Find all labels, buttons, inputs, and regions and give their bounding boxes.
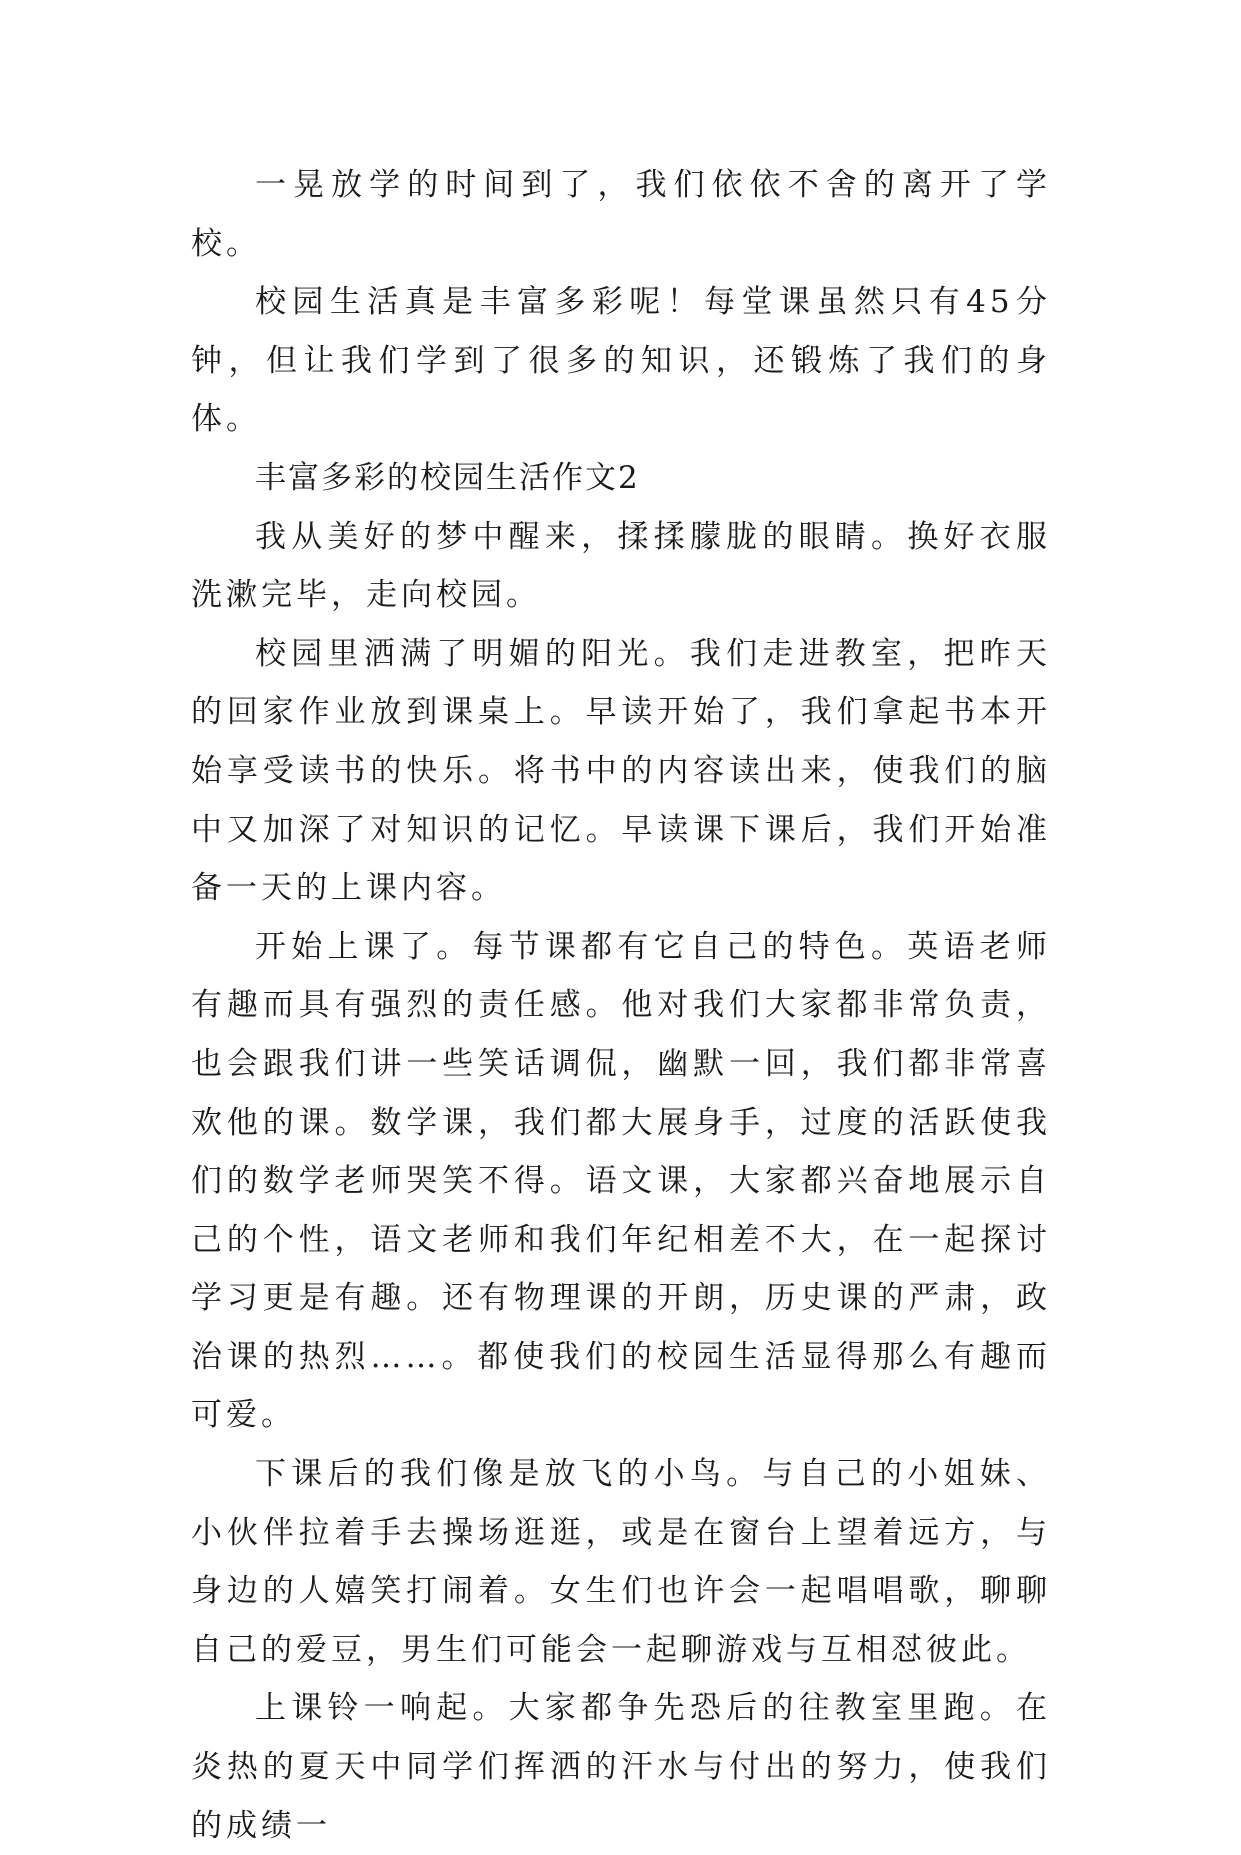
paragraph-3: 我从美好的梦中醒来，揉揉朦胧的眼睛。换好衣服洗漱完毕，走向校园。 xyxy=(191,518,1051,614)
paragraph-6: 下课后的我们像是放飞的小鸟。与自己的小姐妹、小伙伴拉着手去操场逛逛，或是在窗台上望着远方，与身边的人嬉笑打闹着。女生们也许会一起唱唱歌，聊聊自己的爱豆，男生们可能会一起聊游戏与互相怼彼此。 xyxy=(191,1456,1051,1668)
paragraph-7: 上课铃一响起。大家都争先恐后的往教室里跑。在炎热的夏天中同学们挥洒的汗水与付出的努力，使我们的成绩一 xyxy=(191,1690,1051,1844)
section-heading: 丰富多彩的校园生活作文2 xyxy=(255,459,640,496)
paragraph-4: 校园里洒满了明媚的阳光。我们走进教室，把昨天的回家作业放到课桌上。早读开始了，我们拿起书本开始享受读书的快乐。将书中的内容读出来，使我们的脑中又加深了对知识的记忆。早读课下课后，我们开始准备一天的上课内容。 xyxy=(191,635,1051,907)
paragraph-5: 开始上课了。每节课都有它自己的特色。英语老师有趣而具有强烈的责任感。他对我们大家都非常负责，也会跟我们讲一些笑话调侃，幽默一回，我们都非常喜欢他的课。数学课，我们都大展身手，过度的活跃使我们的数学老师哭笑不得。语文课，大家都兴奋地展示自己的个性，语文老师和我们年纪相差不大，在一起探讨学习更是有趣。还有物理课的开朗，历史课的严肃，政治课的热烈……。都使我们的校园生活显得那么有趣而可爱。 xyxy=(191,928,1051,1434)
paragraph-2: 校园生活真是丰富多彩呢！每堂课虽然只有45分钟，但让我们学到了很多的知识，还锻炼了我们的身体。 xyxy=(191,284,1051,438)
document-body xyxy=(191,156,1051,1855)
paragraph-1: 一晃放学的时间到了，我们依依不舍的离开了学校。 xyxy=(191,167,1051,262)
